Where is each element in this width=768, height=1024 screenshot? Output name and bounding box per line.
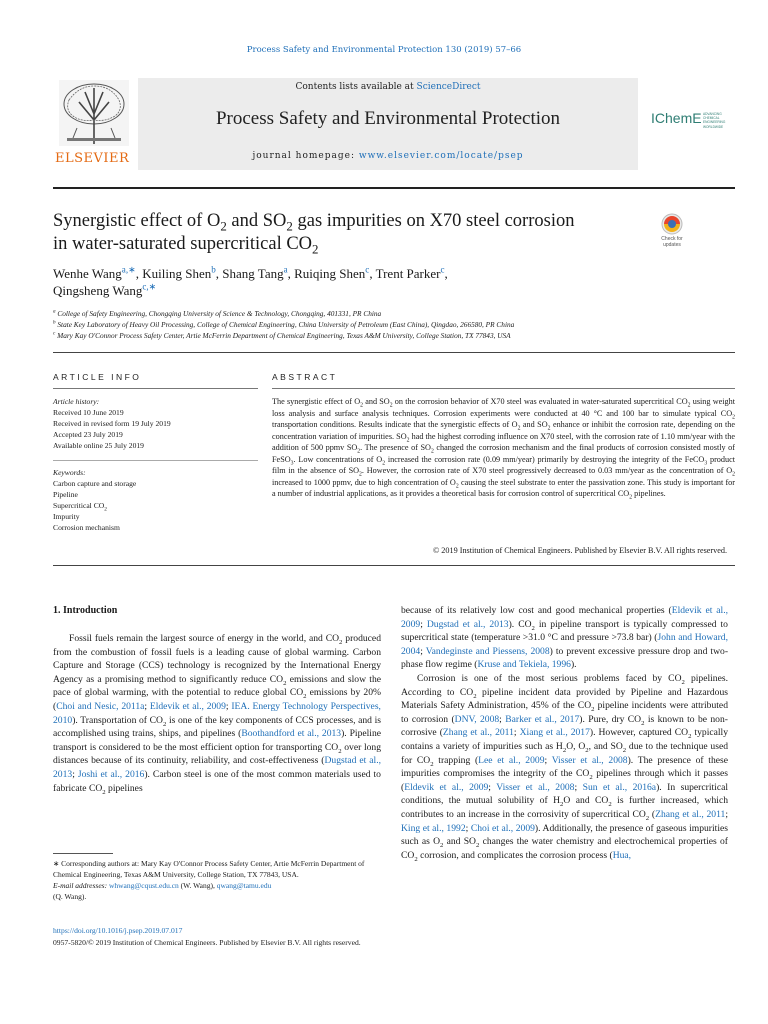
citation-link[interactable]: Dugstad et al., 2013 [426,618,509,630]
homepage-prefix: journal homepage: [252,151,359,161]
author-affiliation-mark[interactable]: a [283,264,288,275]
keyword-item: Impurity [53,512,80,521]
paragraph: because of its relatively low cost and good mechanical properties (Eldevik et al., 2009; Dugstad et al., 2013). $CO_2$ in pipeline transport is typically compressed to supercritical state (temperature >31.0 °C and pressure >73.8 bar) (John and Howard, 2004; Vandeginste and Piessens, 2008) to prevent excessive pressure drop and two-phase flow regime (Kruse and Tekiela, 1996). [401,605,729,671]
corresponding-note: ∗ Corresponding authors at: Mary Kay O'Connor Process Safety Center, Artie McFerrin Department of Chemical Engineering, Texas A&M University, College Station, TX 77843, USA. [53,859,365,879]
author-affiliation-mark[interactable]: a,∗ [121,264,136,275]
info-rule [53,388,258,389]
paragraph: Corrosion is one of the most serious problems faced by $CO_2$ pipelines. According to $CO_2$ pipeline incident data provided by Pipeline and Hazardous Materials Safety Administration, 45% of the $CO_2$ pipeline incidents were attributed to corrosion (DNV, 2008; Barker et al., 2017). Pure, dry $CO_2$ is known to be non-corrosive (Zhang et al., 2011; Xiang et al., 2017). However, captured $CO_2$ typically contains a variety of impurities such as $H_2O$, $O_2$, and $SO_2$ due to the technique used for $CO_2$ trapping (Lee et al., 2009; Visser et al., 2008). The presence of these impurities compromises the integrity of the $CO_2$ pipelines through which it passes (Eldevik et al., 2009; Visser et al., 2008; Sun et al., 2016a). In supercritical conditions, the mutual solubility of $H_2O$ and $CO_2$ is further increased, which contributes to an increase in the corrosivity of supercritical $CO_2$ (Zhang et al., 2011; King et al., 1992; Choi et al., 2009). Additionally, the presence of gaseous impurities such as $O_2$ and $SO_2$ changes the water chemistry and electrochemical properties of $CO_2$ corrosion, and complicates the corrosion process (Hua, [401,672,729,863]
history-item: Received 10 June 2019 [53,408,124,417]
keyword-text: Supercritical CO [53,501,105,510]
citation-link[interactable]: Kruse and Tekiela, 1996 [477,659,571,671]
icheme-tagline: ADVANCING CHEMICAL ENGINEERING WORLDWIDE [703,112,726,129]
email-owner: (Q. Wang). [53,892,87,901]
citation-link[interactable]: Visser et al., 2008 [551,754,628,766]
author-name[interactable]: Trent Parker [375,266,441,281]
author-affiliation-mark[interactable]: c [440,264,445,275]
abstract-copyright: © 2019 Institution of Chemical Engineers. Published by Elsevier B.V. All rights reserved. [433,546,727,555]
affiliation-text: College of Safety Engineering, Chongqing University of Science & Technology, Chongqing, 401331, PR China [57,309,382,318]
doi-text[interactable]: https://doi.org/10.1016/j.psep.2019.07.017 [53,926,183,935]
history-item: Accepted 23 July 2019 [53,430,123,439]
affiliation-text: State Key Laboratory of Heavy Oil Processing, College of Chemical Engineering, China University of Petroleum (East China), Qingdao, 266580, PR China [57,320,515,329]
author-separator: , [444,266,448,281]
article-info-heading: ARTICLE INFO [53,372,142,382]
author-separator: , [135,266,143,281]
citation-link[interactable]: Sun et al., 2016a [582,781,657,793]
doi-link[interactable] [53,926,182,935]
keyword-item: Corrosion mechanism [53,523,120,532]
citation-link[interactable]: King et al., 1992 [401,822,466,834]
history-item: Received in revised form 19 July 2019 [53,419,171,428]
email-link[interactable]: whwang@cqust.edu.cn [108,881,179,890]
check-updates-icon [652,212,692,236]
sciencedirect-link[interactable]: ScienceDirect [416,82,481,92]
article-title [53,210,643,256]
citation-link[interactable]: Xiang et al., 2017 [519,727,590,739]
author-separator: , [215,266,223,281]
citation-link[interactable]: Lee et al., 2009 [478,754,545,766]
citation-link[interactable]: Eldevik et al., 2009 [404,781,489,793]
affiliation-a: $^a$ College of Safety Engineering, Chongqing University of Science & Technology, Chongqing, 401331, PR China [53,308,382,318]
journal-title: Process Safety and Environmental Protection [215,108,561,129]
title-text: in water-saturated supercritical CO [53,234,313,254]
header-rule [53,187,735,189]
title-subscript: 2 [312,241,319,257]
abstract-heading: ABSTRACT [272,372,338,382]
title-text: Synergistic effect of O [53,211,221,231]
keywords-label: Keywords: [53,468,86,477]
check-for-updates-button[interactable] [652,212,692,254]
citation-link[interactable]: Eldevik et al., 2009 [401,605,728,630]
citation-link[interactable]: Eldevik et al., 2009 [149,700,226,712]
author-name[interactable]: Kuiling Shen [142,266,212,281]
elsevier-logo[interactable] [53,78,133,170]
keyword-subscript: 2 [104,506,107,513]
citation-link[interactable]: Boothandford et al., 2013 [241,728,342,740]
info-divider [53,460,258,461]
body-column-right [401,604,728,862]
email-label: E-mail addresses: [53,881,109,890]
history-label: Article history: [53,397,100,406]
author-name[interactable]: Wenhe Wang [53,266,122,281]
masthead [53,78,735,170]
title-subscript: 2 [286,218,293,234]
citation-link[interactable]: Choi et al., 2009 [470,822,535,834]
keyword-item: Pipeline [53,490,78,499]
journal-header-panel [138,78,638,170]
footnote-rule [53,853,113,854]
icheme-logo[interactable] [651,110,735,134]
author-separator: , [369,266,376,281]
author-list [53,265,673,299]
citation-link[interactable]: John and Howard, 2004 [401,632,728,657]
icheme-wordmark: IChemE [651,110,702,126]
email-link[interactable]: qwang@tamu.edu [216,881,272,890]
contents-line [138,82,638,92]
section-rule [53,352,735,353]
author-affiliation-mark[interactable]: c [365,264,370,275]
article-history [53,396,258,451]
author-name[interactable]: Qingsheng Wang [53,283,143,298]
author-separator: , [287,266,295,281]
check-updates-label: Check for updates [661,236,683,248]
title-text: gas impurities on X70 steel corrosion [292,211,575,231]
journal-reference[interactable]: Process Safety and Environmental Protection 130 (2019) 57–66 [246,45,522,55]
affiliation-text: Mary Kay O'Connor Process Safety Center, Artie McFerrin Department of Chemical Engineering, Texas A&M University, College Station, TX 77843, USA [57,331,511,340]
title-subscript: 2 [220,218,227,234]
citation-link[interactable]: DNV, 2008 [454,713,500,725]
abstract-text: The synergistic effect of $O_2$ and $SO_2$ on the corrosion behavior of X70 steel was evaluated in water-saturated supercritical $CO_2$ using weight loss analysis and surface analysis techniques. Corrosion experiments were conducted at 40 °C and 100 bar to simulate typical $CO_2$ transportation conditions. Results indicate that the synergistic effects of $O_2$ and $SO_2$ enhance or inhibit the corrosion rate, depending on the concentration variation of impurities. $SO_2$ had the highest corroding influence on X70 steel, with the corrosion rate of 1.10 mm/year with the addition of 500 ppmv $SO_2$. The presence of $SO_2$ changed the corrosion mechanism and the final products of corrosion consisted mostly of FeSO$_3$. Low concentrations of $O_2$ increased the corrosion rate (0.09 mm/year) primarily by destroying the integrity of the FeCO$_3$ product film in the absence of $SO_2$. However, the corrosion rate of X70 steel progressively decreased to 0.03 mm/year as the concentration of $O_2$ increased to 1000 ppmv, due to high concentration of $O_2$ causing the steel substrate to enter the passivation zone. This study is important for a number of industrial applications, as it provides a theoretical basis for corrosion control of supercritical $CO_2$ pipelines. [272,397,735,501]
footnote [53,858,383,902]
citation-link[interactable]: Dugstad et al., 2013 [53,755,381,780]
email-owner: (W. Wang), [178,881,217,890]
citation-link[interactable]: IEA. Energy Technology Perspectives, 2010 [53,700,381,726]
citation-link[interactable]: Zhang et al., 2011 [442,727,514,739]
author-name[interactable]: Ruiqing Shen [294,266,366,281]
affiliation-c: $^c$ Mary Kay O'Connor Process Safety Center, Artie McFerrin Department of Chemical Engineering, Texas A&M University, College Station, TX 77843, USA [53,330,511,340]
tree-icon [59,80,129,146]
affiliation-b: $^b$ State Key Laboratory of Heavy Oil Processing, College of Chemical Engineering, China University of Petroleum (East China), Qingdao, 266580, PR China [53,319,515,329]
citation-link[interactable]: Zhang et al., 2011 [655,808,726,820]
author-affiliation-mark[interactable]: b [211,264,216,275]
affiliations [53,308,733,341]
title-text: and SO [226,211,287,231]
citation-link[interactable]: Hua, [612,849,632,861]
email-line [53,880,383,902]
abstract-bottom-rule [53,565,735,566]
author-affiliation-mark[interactable]: c,∗ [142,281,157,292]
paragraph: Fossil fuels remain the largest source of energy in the world, and $CO_2$ produced from the combustion of fossil fuels is a leading cause of global warming. Carbon Capture and Storage (CCS) technology is recognized by the International Energy Agency as a promising method to significantly reduce $CO_2$ emissions and slow the pace of global warming, with the potential to reduce global $CO_2$ emissions by 20% (Choi and Nesic, 2011a; Eldevik et al., 2009; IEA. Energy Technology Perspectives, 2010). Transportation of $CO_2$ is one of the key components of CCS processes, and is accomplished using trains, ships, and pipelines (Boothandford et al., 2013). Pipeline transport is considered to be the most efficient option for transporting $CO_2$ over long distances because of its continuity, reliability, and cost-effectiveness (Dugstad et al., 2013; Joshi et al., 2016). Carbon steel is one of the most common materials used to fabricate $CO_2$ pipelines [53,633,382,796]
homepage-link[interactable]: www.elsevier.com/locate/psep [358,151,524,161]
citation-link[interactable]: Joshi et al., 2016 [77,768,145,780]
abstract-rule [272,388,735,389]
history-item: Available online 25 July 2019 [53,441,144,450]
section-title: 1. Introduction [53,605,118,616]
citation-link[interactable]: Vandeginste and Piessens, 2008 [425,645,550,657]
issn-line: 0957-5820/© 2019 Institution of Chemical Engineers. Published by Elsevier B.V. All rights reserved. [53,938,361,947]
author-name[interactable]: Shang Tang [222,266,284,281]
keyword-item [53,500,258,511]
citation-link[interactable]: Barker et al., 2017 [505,713,580,725]
citation-link[interactable]: Visser et al., 2008 [496,781,575,793]
keyword-item: Carbon capture and storage [53,479,137,488]
citation-link[interactable]: Choi and Nesic, 2011a [56,700,145,712]
keywords [53,467,258,533]
elsevier-wordmark: ELSEVIER [55,151,130,166]
contents-prefix: Contents lists available at [295,82,417,92]
homepage-line [138,151,638,161]
body-column-left [53,632,381,795]
